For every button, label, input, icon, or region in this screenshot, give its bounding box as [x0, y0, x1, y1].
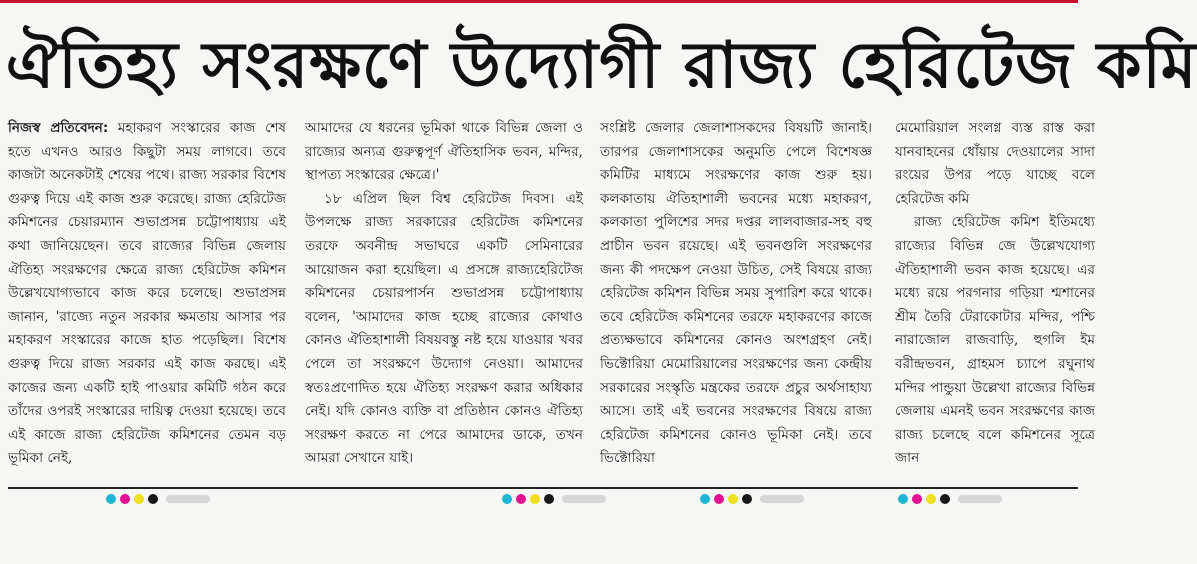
registration-dot: [106, 494, 116, 504]
article-paragraph: [8, 117, 286, 471]
registration-dot: [530, 494, 540, 504]
registration-dot: [516, 494, 526, 504]
registration-dot: [926, 494, 936, 504]
registration-dot: [700, 494, 710, 504]
article-column-4: [895, 117, 1095, 467]
registration-mark-group: [700, 494, 810, 506]
registration-dot: [502, 494, 512, 504]
registration-dot: [912, 494, 922, 504]
registration-dot: [742, 494, 752, 504]
registration-grey-bar: [958, 495, 1002, 503]
article-column-3: [600, 117, 872, 467]
registration-grey-bar: [760, 495, 804, 503]
byline: নিজস্ব প্রতিবেদন:: [8, 120, 109, 136]
registration-grey-bar: [562, 495, 606, 503]
registration-mark-group: [106, 494, 216, 506]
article-paragraph: আমাদের যে ধরনের ভূমিকা থাকে বিভিন্ন জেলা ও রাজ্যের অন্যত্র গুরুত্বপূর্ণ ঐতিহাসিক ভবন, মন্দির, স্থাপত্য সংস্কারের ক্ষেত্রে।': [305, 120, 583, 184]
registration-dot: [714, 494, 724, 504]
registration-mark-group: [898, 494, 1008, 506]
headline: ঐতিহ্য সংরক্ষণে উদ্যোগী রাজ্য হেরিটেজ কমি: [6, 29, 1197, 103]
top-accent-rule: [0, 0, 1078, 3]
bottom-divider: [8, 487, 1078, 489]
registration-grey-bar: [166, 495, 210, 503]
paragraph-text: মহাকরণ সংস্কারের কাজ শেষ হতে এখনও আরও কিছুটা সময় লাগবে। তবে কাজটা অনেকটাই শেষের পথে। রাজ্য সরকার বিশেষ গুরুত্ব দিয়ে এই কাজ শুরু করেছে। রাজ্য হেরিটেজ কমিশনের চেয়ারম্যান শুভাপ্রসন্ন চট্টোপাধ্যায় এই কথা জানিয়েছেন। তবে রাজ্যের বিভিন্ন জেলায় ঐতিহ্য সংরক্ষণের ক্ষেত্রে রাজ্য হেরিটেজ কমিশন উল্লেখযোগ্যভাবে কাজ করে চলেছে। শুভাপ্রসন্ন জানান, 'রাজ্যে নতুন সরকার ক্ষমতায় আসার পর মহাকরণ সংস্কারের কাজে হাত পড়েছিল। বিশেষ গুরুত্ব দিয়ে রাজ্য সরকার এই কাজ করছে। এই কাজের জন্য একটি হাই পাওয়ার কমিটি গঠন করে তাঁদের ওপরই সংস্কারের দায়িত্ব দেওয়া হয়েছে। তবে এই কাজে রাজ্য হেরিটেজ কমিশনের তেমন বড় ভূমিকা নেই,: [8, 120, 286, 467]
registration-dot: [728, 494, 738, 504]
registration-dot: [898, 494, 908, 504]
article-column-1: [8, 117, 286, 467]
article-paragraph: মেমোরিয়াল সংলগ্ন ব্যস্ত রাস্ত করা যানবাহনের ধোঁয়ায় দেওয়ালের সাদা রংয়ের উপর পড়ে যাচ্ছে বলে হেরিটেজ কমি: [895, 120, 1095, 207]
article-paragraph: সংশ্লিষ্ট জেলার জেলাশাসকদের বিষয়টি জানাই। তারপর জেলাশাসকের অনুমতি পেলে বিশেষজ্ঞ কমিটির মাধ্যমে সংরক্ষণের কাজ শুরু হয়। কলকাতায় ঐতিহাশালী ভবনের মধ্যে মহাকরণ, কলকাতা পুলিশের সদর দপ্তর লালবাজার-সহ বহু প্রাচীন ভবন রয়েছে। এই ভবনগুলি সংরক্ষণের জন্য কী পদক্ষেপ নেওয়া উচিত, সেই বিষয়ে রাজ্য হেরিটেজ কমিশন বিভিন্ন সময় সুপারিশ করে থাকে। তবে হেরিটেজ কমিশনের তরফে মহাকরণের কাজে প্রত্যক্ষভাবে কমিশনের কোনও অংশগ্রহণ নেই। ভিক্টোরিয়া মেমোরিয়ালের সংরক্ষণের জন্য কেন্দ্রীয় সরকারের সংস্কৃতি মন্ত্রকের তরফে প্রচুর অর্থসাহায্য আসে। তাই এই ভবনের সংরক্ষণের বিষয়ে রাজ্য হেরিটেজ কমিশনের কোনও ভূমিকা নেই। তবে ভিক্টোরিয়া: [600, 120, 872, 467]
registration-dot: [134, 494, 144, 504]
registration-dot: [148, 494, 158, 504]
registration-dot: [544, 494, 554, 504]
registration-dot: [940, 494, 950, 504]
registration-dot: [120, 494, 130, 504]
registration-mark-group: [502, 494, 612, 506]
article-column-2: [305, 117, 583, 467]
article-paragraph: রাজ্য হেরিটেজ কমিশ ইতিমধ্যে রাজ্যের বিভিন্ন জে উল্লেখযোগ্য ঐতিহাশালী ভবন কাজ হয়েছে। এর মধ্যে রয়ে পরগনার গড়িয়া শ্মশানের শ্রীম তৈরি টেরাকোটার মন্দির, পশ্চি নারাজোল রাজবাড়ি, হুগলি ইম বরীন্দ্রভবন, গ্রাহমস চ্যাপে রঘুনাথ মন্দির পান্ডুয়া উল্লেখা রাজ্যের বিভিন্ন জেলায় এমনই ভবন সংরক্ষণের কাজ রাজ্য চলেছে বলে কমিশনের সূত্রে জান: [895, 214, 1095, 467]
article-paragraph: ১৮ এপ্রিল ছিল বিশ্ব হেরিটেজ দিবস। এই উপলক্ষে রাজ্য সরকারের হেরিটেজ কমিশনের তরফে অবনীন্দ্র সভাঘরে একটি সেমিনারের আয়োজন করা হয়েছিল। এ প্রসঙ্গে রাজ্যহেরিটেজ কমিশনের চেয়ারপার্সন শুভাপ্রসন্ন চট্টোপাধ্যায় বলেন, 'আমাদের কাজ হচ্ছে রাজ্যের কোথাও কোনও ঐতিহাশালী বিষয়বস্তু নষ্ট হয়ে যাওয়ার খবর পেলে তা সংরক্ষণে উদ্যোগ নেওয়া। আমাদের স্বতঃপ্রণোদিত হয়ে ঐতিহ্য সংরক্ষণ করার অধিকার নেই। যদি কোনও ব্যক্তি বা প্রতিষ্ঠান কোনও ঐতিহ্য সংরক্ষণ করতে না পেরে আমাদের ডাকে, তখন আমরা সেখানে যাই।: [305, 190, 583, 467]
